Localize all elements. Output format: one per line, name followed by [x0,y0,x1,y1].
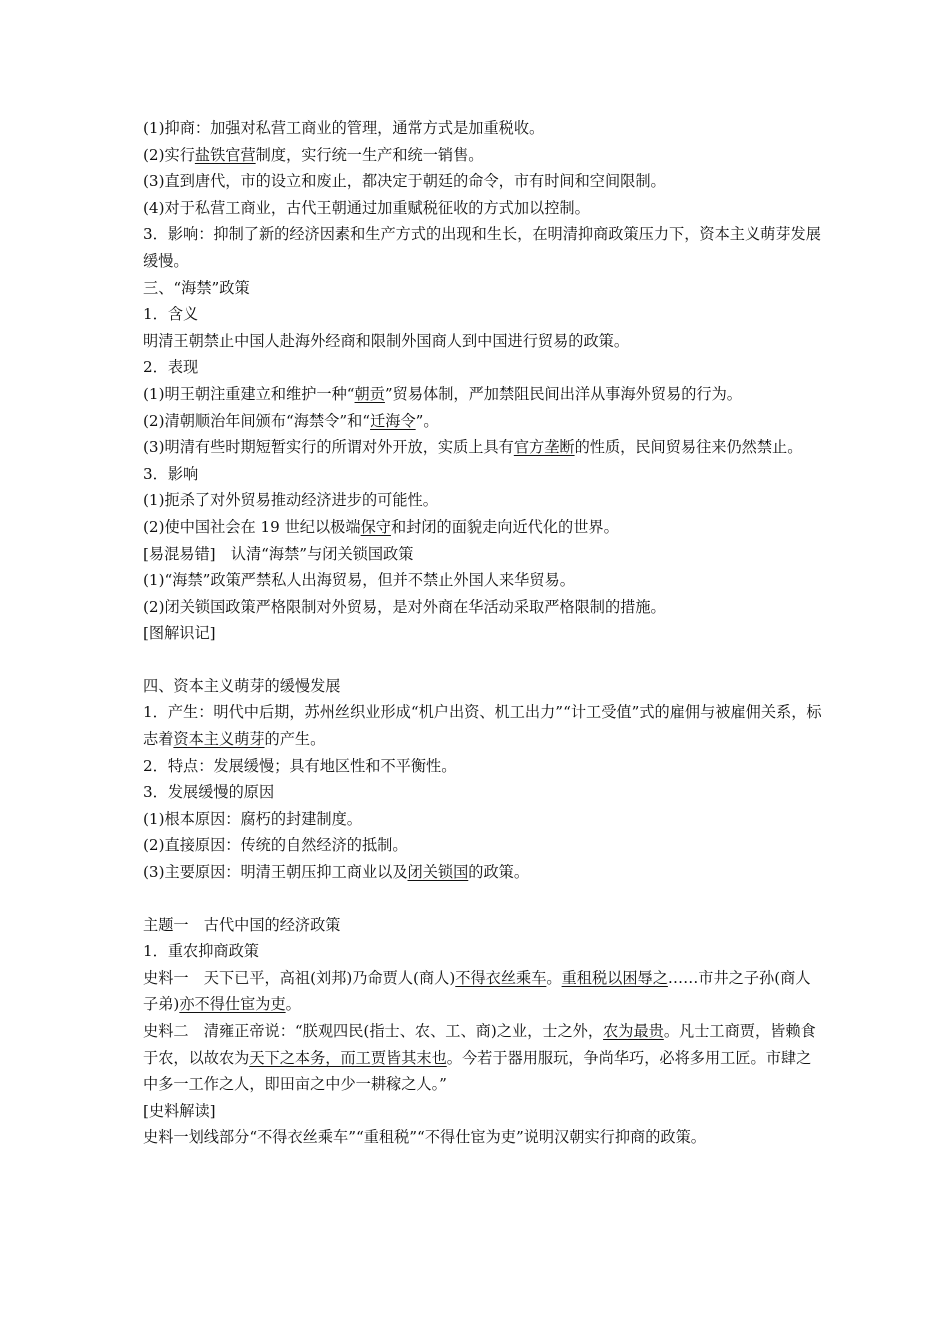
underlined-term: 朝贡 [354,384,385,403]
text-line: (1)扼杀了对外贸易推动经济进步的可能性。 [143,491,438,510]
source-excerpt-2: 史料二 清雍正帝说：“朕观四民(指士、农、工、商)之业，士之外，农为最贵。凡士工商贾，皆赖食于农，以故农为天下之本务，而工贾皆其末也。今若于器用服玩，争尚华巧，必将多用工匠。市肆之中多一工作之人，即田亩之中少一耕稼之人。” [143,1022,816,1094]
underlined-term: 重租税以困辱之 [561,968,668,987]
text-line: (4)对于私营工商业，古代王朝通过加重赋税征收的方式加以控制。 [143,198,590,217]
underlined-term: 保守 [360,517,391,536]
text-line: (3)直到唐代，市的设立和废止，都决定于朝廷的命令，市有时间和空间限制。 [143,172,666,191]
text-line: (2)实行盐铁官营制度，实行统一生产和统一销售。 [143,145,484,164]
subheading: 1．重农抑商政策 [143,942,259,961]
text-line: (3)主要原因：明清王朝压抑工商业以及闭关锁国的政策。 [143,863,530,882]
underlined-term: 不得衣丝乘车 [455,968,547,987]
text-line: 明清王朝禁止中国人赴海外经商和限制外国商人到中国进行贸易的政策。 [143,331,629,350]
underlined-term: 闭关锁国 [407,863,469,882]
underlined-term: 农为最贵 [603,1022,664,1040]
paragraph: 史料一划线部分“不得衣丝乘车”“重租税”“不得仕宦为吏”说明汉朝实行抑商的政策。 [143,1128,706,1147]
section-heading: 四、资本主义萌芽的缓慢发展 [143,676,341,695]
subheading: 2．表现 [143,358,199,377]
text-line: (2)直接原因：传统的自然经济的抵制。 [143,836,408,855]
blank-space [143,886,822,912]
text-line: (1)“海禁”政策严禁私人出海贸易，但并不禁止外国人来华贸易。 [143,571,575,590]
topic-heading: 主题一 古代中国的经济政策 [143,915,341,934]
note-heading: [易混易错] 认清“海禁”与闭关锁国政策 [143,544,414,563]
subheading: 3．影响 [143,464,199,483]
text-line: (2)闭关锁国政策严格限制对外贸易，是对外商在华活动采取严格限制的措施。 [143,597,666,616]
underlined-term: 资本主义萌芽 [173,730,265,749]
text-line: (1)抑商：加强对私营工商业的管理，通常方式是加重税收。 [143,119,545,137]
text-line: (2)使中国社会在 19 世纪以极端保守和封闭的面貌走向近代化的世界。 [143,517,619,536]
source-excerpt-1: 史料一 天下已平，高祖(刘邦)乃命贾人(商人)不得衣丝乘车。重租税以困辱之……市井之子孙(商人子弟)亦不得仕宦为吏。 [143,968,811,1014]
text-line: 2．特点：发展缓慢；具有地区性和不平衡性。 [143,756,457,775]
underlined-term: 官方垄断 [513,438,575,457]
subheading: 1．含义 [143,305,199,324]
paragraph: 3．影响：抑制了新的经济因素和生产方式的出现和生长，在明清抑商政策压力下，资本主义萌芽发展缓慢。 [143,225,821,270]
paragraph: 1．产生：明代中后期，苏州丝织业形成“机户出资、机工出力”“计工受值”式的雇佣与被雇佣关系，标志着资本主义萌芽的产生。 [143,703,822,749]
underlined-term: 盐铁官营 [194,145,256,164]
paragraph: (3)明清有些时期短暂实行的所谓对外开放，实质上具有官方垄断的性质，民间贸易往来仍然禁止。 [143,438,803,457]
text-line: (2)清朝顺治年间颁布“海禁令”和“迁海令”。 [143,411,439,430]
underlined-term: 天下之本务，而工贾皆其末也 [249,1048,447,1067]
underlined-term: 迁海令 [370,411,416,430]
section-heading: 三、“海禁”政策 [143,278,250,297]
underlined-term: 亦不得仕宦为吏 [179,995,286,1014]
note-heading: [图解识记] [143,624,216,643]
subheading: 3．发展缓慢的原因 [143,783,275,802]
text-line: (1)根本原因：腐朽的封建制度。 [143,809,362,828]
text-line: (1)明王朝注重建立和维护一种“朝贡”贸易体制，严加禁阻民间出洋从事海外贸易的行为。 [143,384,742,403]
blank-space [143,647,822,673]
note-heading: [史料解读] [143,1101,216,1120]
